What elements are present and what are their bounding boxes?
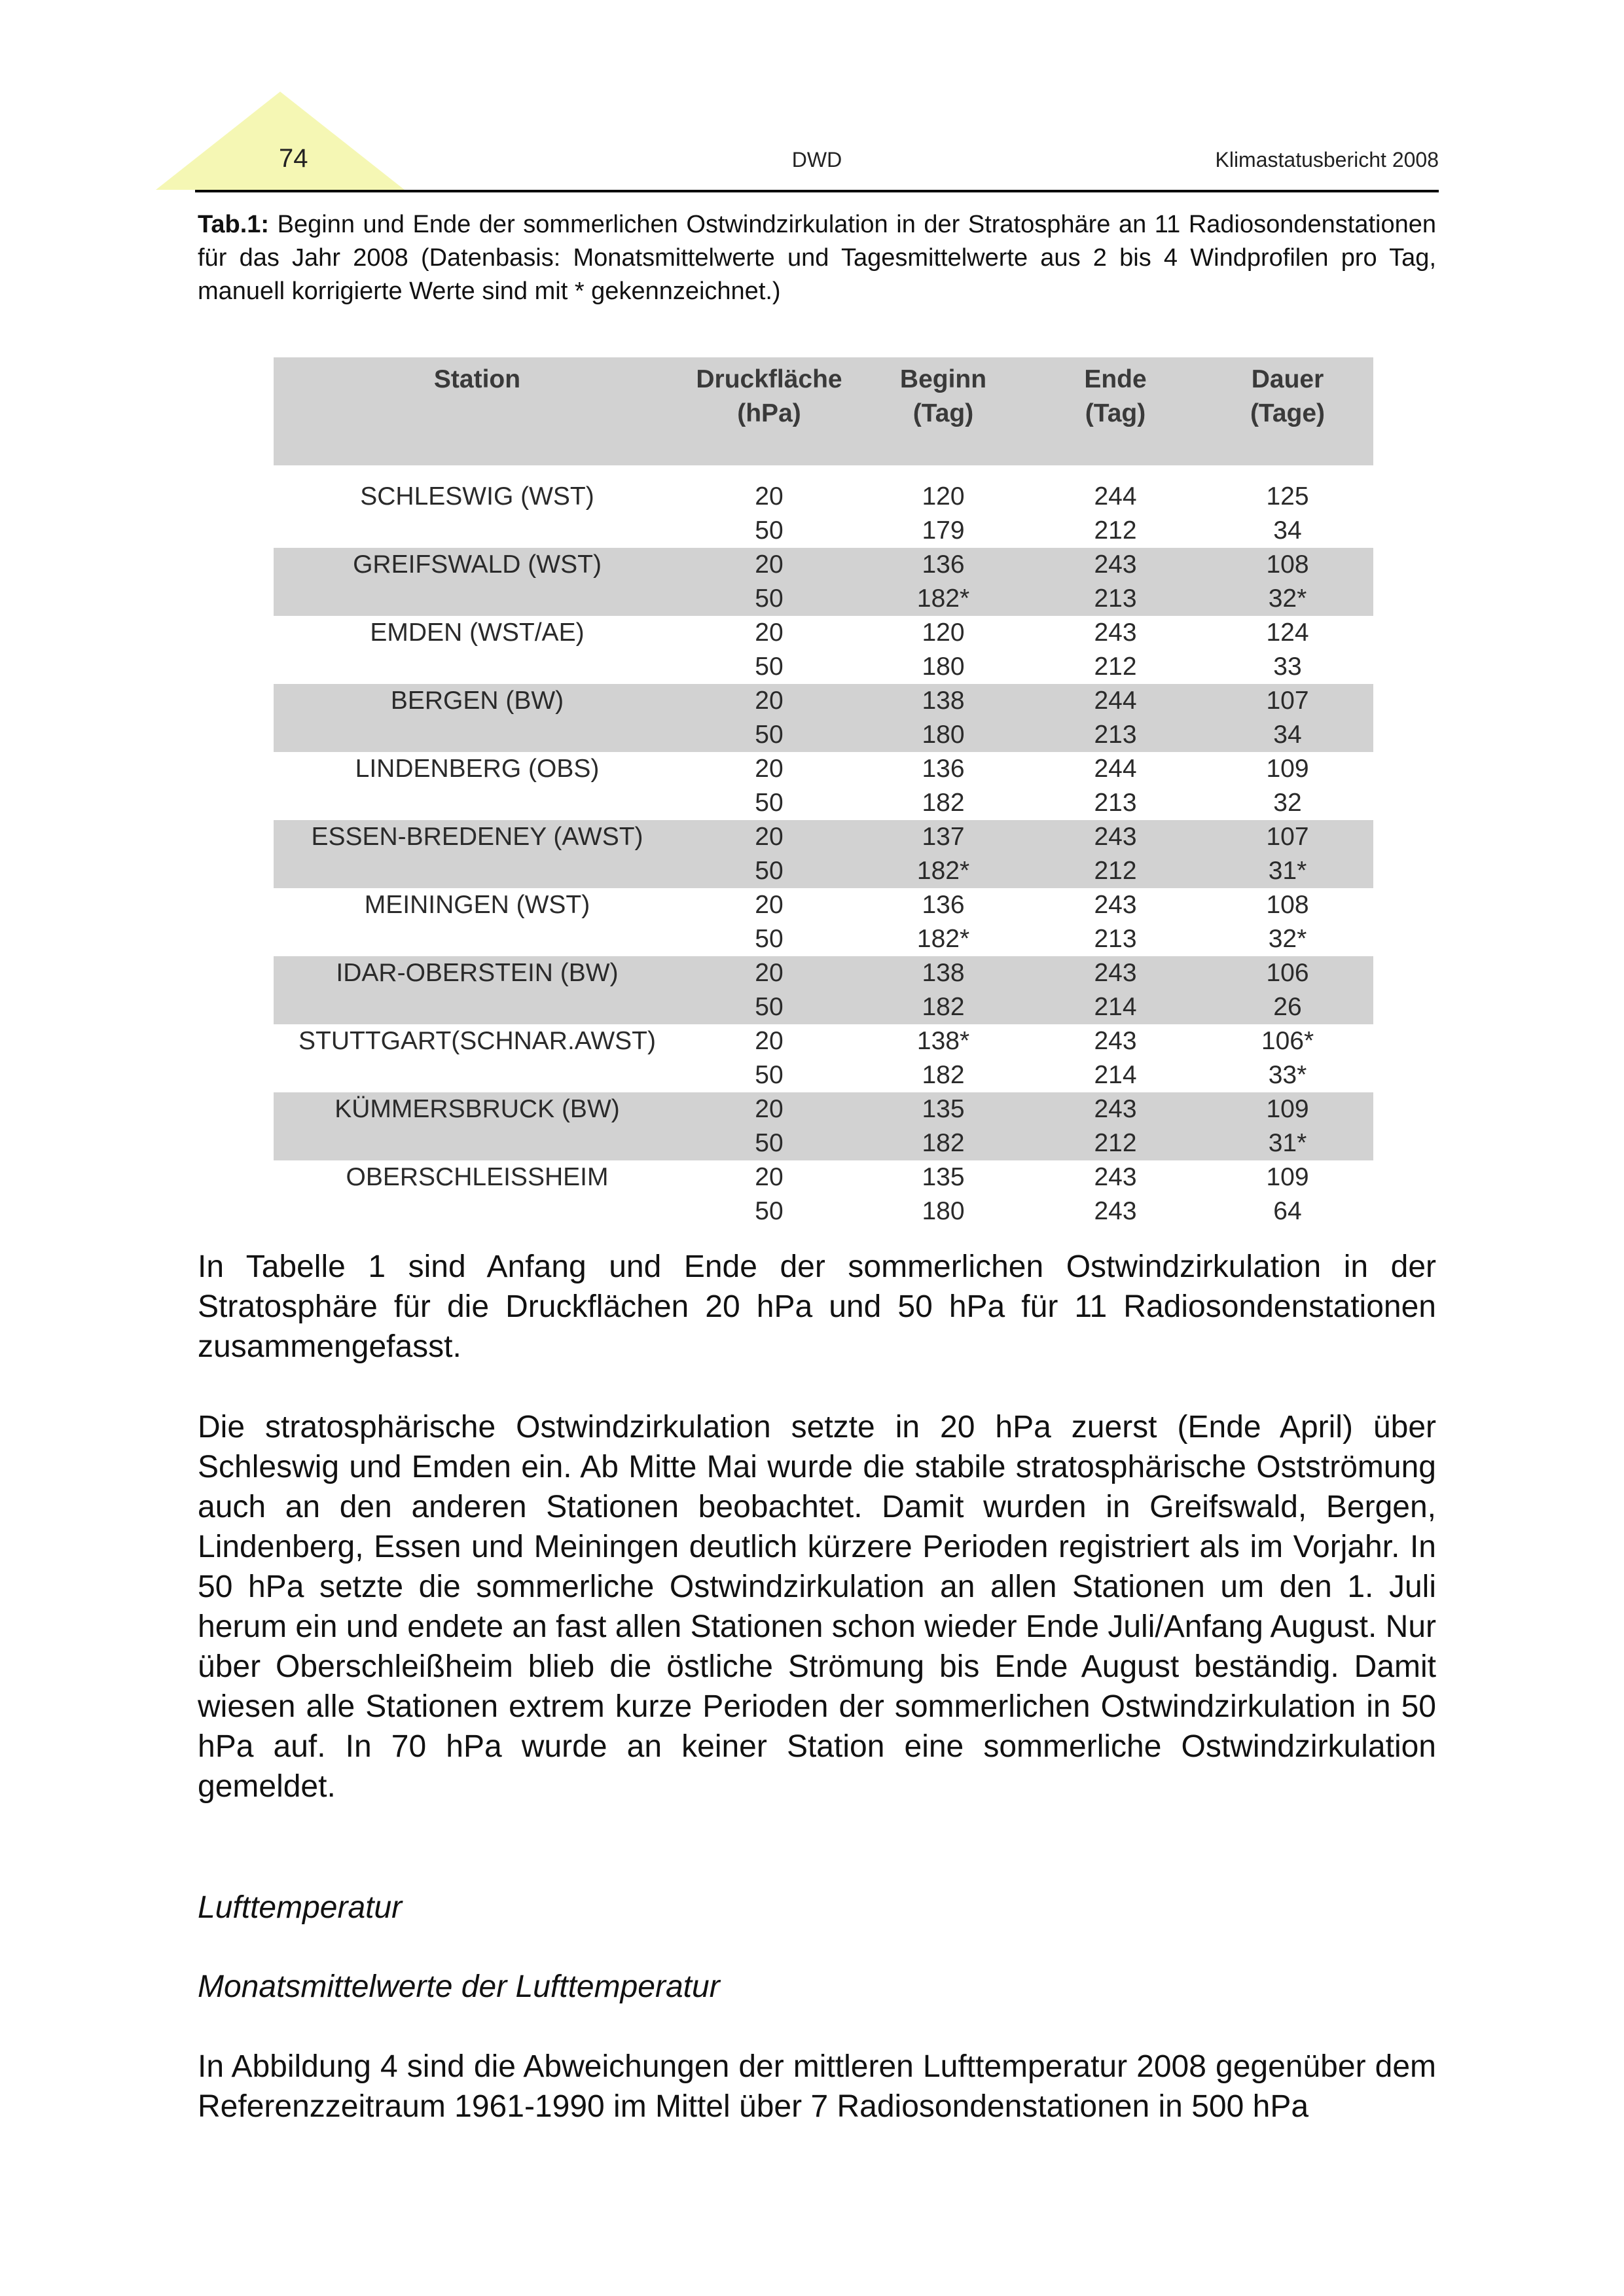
end-day-cell: 212 — [1029, 1126, 1202, 1160]
end-day-cell: 213 — [1094, 789, 1137, 817]
table-row — [274, 548, 1373, 582]
duration-cell: 32 — [1273, 789, 1302, 817]
table-row — [274, 1058, 1373, 1092]
begin-day-cell: 120 — [922, 482, 965, 511]
station-name-cell: EMDEN (WST/AE) — [370, 619, 585, 647]
table-row — [274, 752, 1373, 786]
begin-day-cell: 138* — [916, 1027, 970, 1055]
duration-cell: 108 — [1266, 891, 1309, 919]
paragraph-3: In Abbildung 4 sind die Abweichungen der mittleren Lufttemperatur 2008 gegenüber dem Referenzzeitraum 1961-1990 im Mittel über 7 Radiosondenstationen in 500 hPa — [198, 2049, 1436, 2124]
header-end-line2: (Tag) — [1085, 399, 1146, 427]
end-day-cell: 212 — [1094, 653, 1137, 681]
begin-day-cell: 179 — [922, 516, 965, 545]
header-begin — [857, 357, 1029, 465]
header-pressure — [681, 357, 857, 465]
begin-day-cell: 120 — [922, 619, 965, 647]
end-day-cell: 214 — [1094, 1061, 1137, 1089]
end-day-cell: 244 — [1094, 482, 1137, 511]
header-duration-line1: Dauer — [1251, 365, 1324, 393]
header-duration-line2: (Tage) — [1250, 399, 1326, 427]
duration-cell: 109 — [1266, 755, 1309, 783]
table-row — [274, 480, 1373, 514]
table-row — [274, 1092, 1373, 1126]
end-day-cell: 243 — [1029, 956, 1202, 990]
begin-day-cell: 182 — [857, 1126, 1029, 1160]
end-day-cell: 244 — [1094, 755, 1137, 783]
station-name-cell: GREIFSWALD (WST) — [274, 548, 681, 582]
pressure-cell: 50 — [755, 789, 784, 817]
station-name-cell: MEININGEN (WST) — [364, 891, 590, 919]
table-row — [274, 1160, 1373, 1194]
pressure-cell: 20 — [681, 548, 857, 582]
paragraph-1: In Tabelle 1 sind Anfang und Ende der sommerlichen Ostwindzirkulation in der Stratosphäre für die Druckflächen 20 hPa und 50 hPa für 11 Radiosondenstationen zusammengefasst. — [198, 1249, 1436, 1364]
end-day-cell: 243 — [1094, 1163, 1137, 1191]
table-row — [274, 786, 1373, 820]
pressure-cell: 20 — [681, 820, 857, 854]
end-day-cell: 213 — [1094, 925, 1137, 953]
duration-cell: 109 — [1266, 1163, 1309, 1191]
heading-monthly-means: Monatsmittelwerte der Lufttemperatur — [198, 1969, 720, 2004]
wind-circulation-table — [274, 357, 1373, 1229]
header-end-line1: Ende — [1084, 365, 1147, 393]
begin-day-cell: 135 — [857, 1092, 1029, 1126]
pressure-cell: 50 — [755, 653, 784, 681]
report-title: Klimastatusbericht 2008 — [1215, 148, 1439, 171]
table-caption-label: Tab.1: — [198, 211, 270, 238]
pressure-cell: 50 — [681, 990, 857, 1024]
table-gap-row — [274, 465, 1373, 480]
begin-day-cell: 182* — [857, 582, 1029, 616]
pressure-cell: 50 — [755, 1197, 784, 1225]
station-name-cell: BERGEN (BW) — [274, 684, 681, 718]
pressure-cell: 50 — [681, 718, 857, 752]
begin-day-cell: 180 — [922, 653, 965, 681]
station-name-cell: STUTTGART(SCHNAR.AWST) — [298, 1027, 656, 1055]
table-row — [274, 888, 1373, 922]
begin-day-cell: 136 — [922, 755, 965, 783]
begin-day-cell: 138 — [857, 684, 1029, 718]
station-name-cell — [274, 650, 681, 684]
page-corner-triangle — [156, 92, 405, 190]
table-header-row — [274, 357, 1373, 465]
begin-day-cell: 138 — [857, 956, 1029, 990]
header-rule — [195, 190, 1439, 192]
header-duration — [1202, 357, 1373, 465]
end-day-cell: 213 — [1029, 718, 1202, 752]
header-end — [1029, 357, 1202, 465]
begin-day-cell: 180 — [922, 1197, 965, 1225]
table-caption — [198, 208, 1436, 308]
pressure-cell: 20 — [755, 755, 784, 783]
heading-air-temperature: Lufttemperatur — [198, 1890, 403, 1925]
duration-cell: 31* — [1202, 854, 1373, 888]
station-name-cell — [274, 718, 681, 752]
pressure-cell: 20 — [755, 1027, 784, 1055]
duration-cell: 108 — [1202, 548, 1373, 582]
station-name-cell — [274, 514, 681, 548]
end-day-cell: 212 — [1029, 854, 1202, 888]
station-name-cell — [274, 922, 681, 956]
table-row — [274, 684, 1373, 718]
end-day-cell: 243 — [1094, 891, 1137, 919]
begin-day-cell: 182 — [922, 1061, 965, 1089]
pressure-cell: 20 — [681, 1092, 857, 1126]
begin-day-cell: 182 — [922, 789, 965, 817]
end-day-cell: 243 — [1029, 1092, 1202, 1126]
table-row — [274, 514, 1373, 548]
station-name-cell: SCHLESWIG (WST) — [360, 482, 594, 511]
table-row — [274, 990, 1373, 1024]
end-day-cell: 214 — [1029, 990, 1202, 1024]
table-row — [274, 956, 1373, 990]
begin-day-cell: 182 — [857, 990, 1029, 1024]
duration-cell: 32* — [1202, 582, 1373, 616]
pressure-cell: 50 — [755, 1061, 784, 1089]
pressure-cell: 20 — [755, 891, 784, 919]
end-day-cell: 213 — [1029, 582, 1202, 616]
begin-day-cell: 182* — [916, 925, 970, 953]
duration-cell: 34 — [1202, 718, 1373, 752]
duration-cell: 109 — [1202, 1092, 1373, 1126]
table-row — [274, 650, 1373, 684]
table-row — [274, 922, 1373, 956]
duration-cell: 107 — [1202, 684, 1373, 718]
duration-cell: 32* — [1268, 925, 1307, 953]
page-header — [195, 92, 1439, 195]
pressure-cell: 50 — [681, 582, 857, 616]
pressure-cell: 20 — [755, 482, 784, 511]
begin-day-cell: 136 — [922, 891, 965, 919]
pressure-cell: 50 — [681, 854, 857, 888]
duration-cell: 106 — [1202, 956, 1373, 990]
station-name-cell — [274, 990, 681, 1024]
duration-cell: 33* — [1268, 1061, 1307, 1089]
pressure-cell: 50 — [755, 925, 784, 953]
header-pressure-line2: (hPa) — [737, 399, 801, 427]
end-day-cell: 243 — [1094, 619, 1137, 647]
table-row — [274, 582, 1373, 616]
station-name-cell: LINDENBERG (OBS) — [355, 755, 600, 783]
header-begin-line1: Beginn — [899, 365, 987, 393]
begin-day-cell: 137 — [857, 820, 1029, 854]
duration-cell: 107 — [1202, 820, 1373, 854]
pressure-cell: 50 — [755, 516, 784, 545]
duration-cell: 34 — [1273, 516, 1302, 545]
begin-day-cell: 135 — [922, 1163, 965, 1191]
header-station — [274, 357, 681, 465]
station-name-cell: OBERSCHLEISSHEIM — [346, 1163, 609, 1191]
table-row — [274, 820, 1373, 854]
end-day-cell: 243 — [1029, 548, 1202, 582]
station-name-cell: ESSEN-BREDENEY (AWST) — [274, 820, 681, 854]
header-station-label: Station — [433, 365, 521, 393]
begin-day-cell: 180 — [857, 718, 1029, 752]
station-name-cell — [274, 1194, 681, 1229]
pressure-cell: 20 — [755, 1163, 784, 1191]
table-row — [274, 718, 1373, 752]
paragraph-2: Die stratosphärische Ostwindzirkulation setzte in 20 hPa zuerst (Ende April) über Schleswig und Emden ein. Ab Mitte Mai wurde die stabile stratosphärische Ostströmung auch an den anderen Stationen beobachtet. Damit wurden in Greifswald, Bergen, Lindenberg, Essen und Meiningen deutlich kürzere Perioden registriert als im Vorjahr. In 50 hPa setzte die sommerliche Ostwindzirkulation an allen Stationen um den 1. Juli herum ein und endete an fast allen Stationen schon wieder Ende Juli/Anfang August. Nur über Oberschleißheim blieb die östliche Strömung bis Ende August beständig. Damit wiesen alle Stationen extrem kurze Perioden der sommerlichen Ostwindzirkulation in 50 hPa auf. In 70 hPa wurde an keiner Station eine sommerliche Ostwindzirkulation gemeldet. — [198, 1410, 1436, 1804]
duration-cell: 31* — [1202, 1126, 1373, 1160]
station-name-cell — [274, 582, 681, 616]
begin-day-cell: 182* — [857, 854, 1029, 888]
pressure-cell: 20 — [755, 619, 784, 647]
table-row — [274, 616, 1373, 650]
table-row — [274, 854, 1373, 888]
table-row — [274, 1194, 1373, 1229]
data-table — [274, 357, 1373, 1229]
duration-cell: 26 — [1202, 990, 1373, 1024]
table-body — [274, 465, 1373, 1229]
station-name-cell: KÜMMERSBRUCK (BW) — [274, 1092, 681, 1126]
station-name-cell — [274, 854, 681, 888]
pressure-cell: 20 — [681, 956, 857, 990]
duration-cell: 124 — [1266, 619, 1309, 647]
end-day-cell: 243 — [1029, 820, 1202, 854]
duration-cell: 33 — [1273, 653, 1302, 681]
duration-cell: 125 — [1266, 482, 1309, 511]
end-day-cell: 243 — [1094, 1197, 1137, 1225]
end-day-cell: 244 — [1029, 684, 1202, 718]
header-begin-line2: (Tag) — [912, 399, 974, 427]
publisher-label: DWD — [791, 148, 842, 171]
station-name-cell — [274, 1126, 681, 1160]
end-day-cell: 212 — [1094, 516, 1137, 545]
duration-cell: 106* — [1261, 1027, 1314, 1055]
table-row — [274, 1024, 1373, 1058]
table-row — [274, 1126, 1373, 1160]
station-name-cell — [274, 1058, 681, 1092]
station-name-cell: IDAR-OBERSTEIN (BW) — [274, 956, 681, 990]
header-pressure-line1: Druckfläche — [696, 365, 842, 393]
duration-cell: 64 — [1273, 1197, 1302, 1225]
begin-day-cell: 136 — [857, 548, 1029, 582]
pressure-cell: 50 — [681, 1126, 857, 1160]
station-name-cell — [274, 786, 681, 820]
end-day-cell: 243 — [1094, 1027, 1137, 1055]
pressure-cell: 20 — [681, 684, 857, 718]
page-number: 74 — [279, 144, 308, 173]
table-caption-text: Beginn und Ende der sommerlichen Ostwindzirkulation in der Stratosphäre an 11 Radiosondenstationen für das Jahr 2008 (Datenbasis: Monatsmittelwerte und Tagesmittelwerte aus 2 bis 4 Windprofilen pro Tag, manuell korrigierte Werte sind mit * gekennzeichnet.) — [198, 211, 1436, 305]
